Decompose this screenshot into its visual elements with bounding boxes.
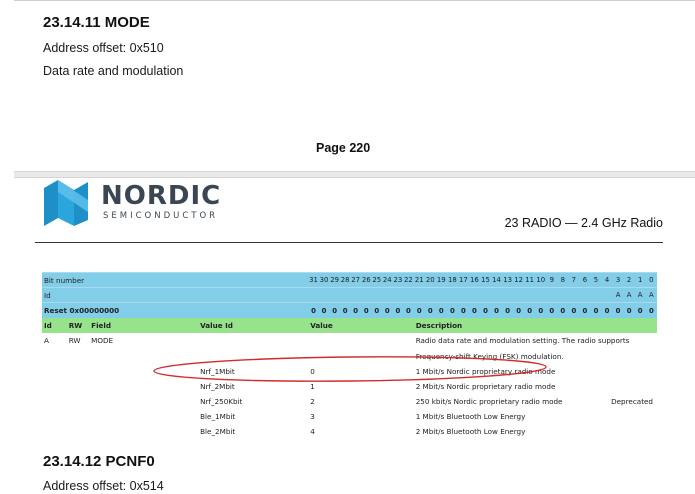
field-row-continued xyxy=(42,348,657,363)
bit-cell: 0 xyxy=(502,303,513,318)
bit-cell: 28 xyxy=(340,273,351,288)
field-value-empty xyxy=(308,333,413,348)
bit-cell xyxy=(319,288,330,303)
bit-cell: 0 xyxy=(579,303,590,318)
bit-cell: 22 xyxy=(403,273,414,288)
value-id: Nrf_2Mbit xyxy=(198,379,308,394)
header-value-id: Value Id xyxy=(198,318,308,333)
bit-cell: 0 xyxy=(557,303,568,318)
address-offset-pcnf0: Address offset: 0x514 xyxy=(43,479,164,493)
id-row xyxy=(42,288,657,303)
value-row-spacer xyxy=(42,364,198,379)
bit-cell xyxy=(513,288,524,303)
value-description: 2 Mbit/s Bluetooth Low Energy xyxy=(414,424,602,439)
field-row xyxy=(42,333,657,348)
bit-cell: 0 xyxy=(350,303,361,318)
value-note xyxy=(601,409,657,424)
value-description: 1 Mbit/s Bluetooth Low Energy xyxy=(414,409,602,424)
bit-cell: 0 xyxy=(513,303,524,318)
bit-cell: 3 xyxy=(613,273,624,288)
bit-cell: 0 xyxy=(340,303,351,318)
page-break xyxy=(14,171,695,178)
bit-cell: 10 xyxy=(535,273,546,288)
bit-cell: A xyxy=(646,288,657,303)
bit-cell: 5 xyxy=(590,273,601,288)
logo-wordmark: NORDIC xyxy=(101,181,222,211)
bit-cell: 25 xyxy=(372,273,383,288)
bit-cell xyxy=(590,288,601,303)
bit-cell: 0 xyxy=(436,303,447,318)
bit-cell: 0 xyxy=(480,303,491,318)
page-top-rule xyxy=(14,0,695,1)
bit-cell: 21 xyxy=(414,273,425,288)
bit-cell xyxy=(568,288,579,303)
bit-cell xyxy=(436,288,447,303)
value-id: Ble_1Mbit xyxy=(198,409,308,424)
bit-cell xyxy=(535,288,546,303)
nordic-logo xyxy=(38,180,222,226)
register-table xyxy=(42,272,657,440)
bit-cell: 18 xyxy=(447,273,458,288)
header-value: Value xyxy=(308,318,413,333)
field-id: A xyxy=(42,333,67,348)
header-field: Field xyxy=(89,318,198,333)
bit-cell: A xyxy=(635,288,646,303)
bit-cell: 0 xyxy=(308,303,319,318)
bit-cell xyxy=(308,288,319,303)
bit-cell xyxy=(425,288,436,303)
bit-cell: 0 xyxy=(458,303,469,318)
bit-cell: 0 xyxy=(382,303,393,318)
value-id: Nrf_250Kbit xyxy=(198,394,308,409)
section-heading-pcnf0: 23.14.12 PCNF0 xyxy=(43,453,155,470)
value-row xyxy=(42,394,657,409)
header-id: Id xyxy=(42,318,67,333)
id-row-label: Id xyxy=(42,288,308,303)
bit-cell: 0 xyxy=(613,303,624,318)
bit-cell: 31 xyxy=(308,273,319,288)
value-description: 2 Mbit/s Nordic proprietary radio mode xyxy=(414,379,602,394)
section-heading-mode: 23.14.11 MODE xyxy=(43,14,150,31)
bit-cell: 0 xyxy=(329,303,340,318)
value-row xyxy=(42,364,657,379)
field-rw: RW xyxy=(67,333,89,348)
bit-cell: 8 xyxy=(557,273,568,288)
bit-cell: 12 xyxy=(513,273,524,288)
reset-row xyxy=(42,303,657,318)
bit-cell: 29 xyxy=(329,273,340,288)
value-row xyxy=(42,424,657,439)
bit-cell: 0 xyxy=(403,303,414,318)
nordic-n-icon xyxy=(38,180,94,226)
value-note xyxy=(601,379,657,394)
bit-cell xyxy=(382,288,393,303)
bit-cell: 0 xyxy=(535,303,546,318)
bit-cell: 19 xyxy=(436,273,447,288)
bit-cell xyxy=(372,288,383,303)
bit-cell: 0 xyxy=(491,303,502,318)
bit-cell xyxy=(601,288,612,303)
bit-cell xyxy=(480,288,491,303)
bit-number-row-label: Bit number xyxy=(42,273,308,288)
bit-cell: 0 xyxy=(646,273,657,288)
bit-cell: 0 xyxy=(469,303,480,318)
bit-number-row xyxy=(42,273,657,288)
header-description: Description xyxy=(414,318,657,333)
value-note: Deprecated xyxy=(601,394,657,409)
bit-cell: 0 xyxy=(372,303,383,318)
bit-cell xyxy=(329,288,340,303)
bit-cell: 0 xyxy=(319,303,330,318)
bit-cell xyxy=(447,288,458,303)
bit-cell xyxy=(393,288,404,303)
bit-cell xyxy=(350,288,361,303)
bit-cell: 27 xyxy=(350,273,361,288)
bit-cell: A xyxy=(624,288,635,303)
bit-cell: 0 xyxy=(361,303,372,318)
bit-cell: A xyxy=(613,288,624,303)
bit-cell: 15 xyxy=(480,273,491,288)
bit-cell: 4 xyxy=(601,273,612,288)
bit-cell: 1 xyxy=(635,273,646,288)
bit-cell: 0 xyxy=(568,303,579,318)
bit-cell: 17 xyxy=(458,273,469,288)
mode-description: Data rate and modulation xyxy=(43,64,184,78)
value-id: Nrf_1Mbit xyxy=(198,364,308,379)
bit-cell xyxy=(340,288,351,303)
bit-cell xyxy=(469,288,480,303)
header-rw: RW xyxy=(67,318,89,333)
value-row-spacer xyxy=(42,394,198,409)
field-description-line2: Frequency-shift Keying (FSK) modulation. xyxy=(414,348,657,363)
bit-cell: 2 xyxy=(624,273,635,288)
bit-cell xyxy=(414,288,425,303)
bit-cell: 24 xyxy=(382,273,393,288)
chapter-title: 23 RADIO — 2.4 GHz Radio xyxy=(504,216,663,230)
bit-cell: 0 xyxy=(414,303,425,318)
bit-cell xyxy=(524,288,535,303)
bit-cell: 0 xyxy=(590,303,601,318)
value-number: 1 xyxy=(308,379,413,394)
value-number: 3 xyxy=(308,409,413,424)
field-row-spacer xyxy=(42,348,414,363)
bit-cell xyxy=(579,288,590,303)
bit-cell: 0 xyxy=(546,303,557,318)
bit-cell xyxy=(491,288,502,303)
bit-cell: 9 xyxy=(546,273,557,288)
bit-cell xyxy=(403,288,414,303)
bit-cell xyxy=(557,288,568,303)
value-row xyxy=(42,379,657,394)
bit-cell: 6 xyxy=(579,273,590,288)
bit-cell: 0 xyxy=(425,303,436,318)
value-number: 4 xyxy=(308,424,413,439)
column-header-row xyxy=(42,318,657,333)
bit-cell: 7 xyxy=(568,273,579,288)
bit-cell: 23 xyxy=(393,273,404,288)
value-row xyxy=(42,409,657,424)
bit-cell: 0 xyxy=(447,303,458,318)
value-description: 1 Mbit/s Nordic proprietary radio mode xyxy=(414,364,602,379)
value-description: 250 kbit/s Nordic proprietary radio mode xyxy=(414,394,602,409)
bit-cell: 26 xyxy=(361,273,372,288)
value-row-spacer xyxy=(42,424,198,439)
bit-cell: 0 xyxy=(635,303,646,318)
bit-cell xyxy=(361,288,372,303)
value-note xyxy=(601,424,657,439)
value-row-spacer xyxy=(42,409,198,424)
bit-cell: 16 xyxy=(469,273,480,288)
field-description-line1: Radio data rate and modulation setting. The radio supports xyxy=(414,333,657,348)
bit-cell: 0 xyxy=(393,303,404,318)
value-row-spacer xyxy=(42,379,198,394)
page-number: Page 220 xyxy=(316,141,371,155)
field-value-id-empty xyxy=(198,333,308,348)
bit-cell xyxy=(458,288,469,303)
bit-cell: 11 xyxy=(524,273,535,288)
bit-cell xyxy=(546,288,557,303)
address-offset-mode: Address offset: 0x510 xyxy=(43,41,164,55)
bit-cell xyxy=(502,288,513,303)
bit-cell: 20 xyxy=(425,273,436,288)
value-number: 2 xyxy=(308,394,413,409)
field-name: MODE xyxy=(89,333,198,348)
bit-cell: 0 xyxy=(524,303,535,318)
bit-cell: 0 xyxy=(624,303,635,318)
value-note xyxy=(601,364,657,379)
reset-row-label: Reset 0x00000000 xyxy=(42,303,308,318)
chapter-rule xyxy=(35,242,663,243)
bit-cell: 14 xyxy=(491,273,502,288)
bit-cell: 13 xyxy=(502,273,513,288)
bit-cell: 0 xyxy=(601,303,612,318)
logo-subtitle: SEMICONDUCTOR xyxy=(103,211,219,221)
bit-cell: 30 xyxy=(319,273,330,288)
value-number: 0 xyxy=(308,364,413,379)
bit-cell: 0 xyxy=(646,303,657,318)
value-id: Ble_2Mbit xyxy=(198,424,308,439)
